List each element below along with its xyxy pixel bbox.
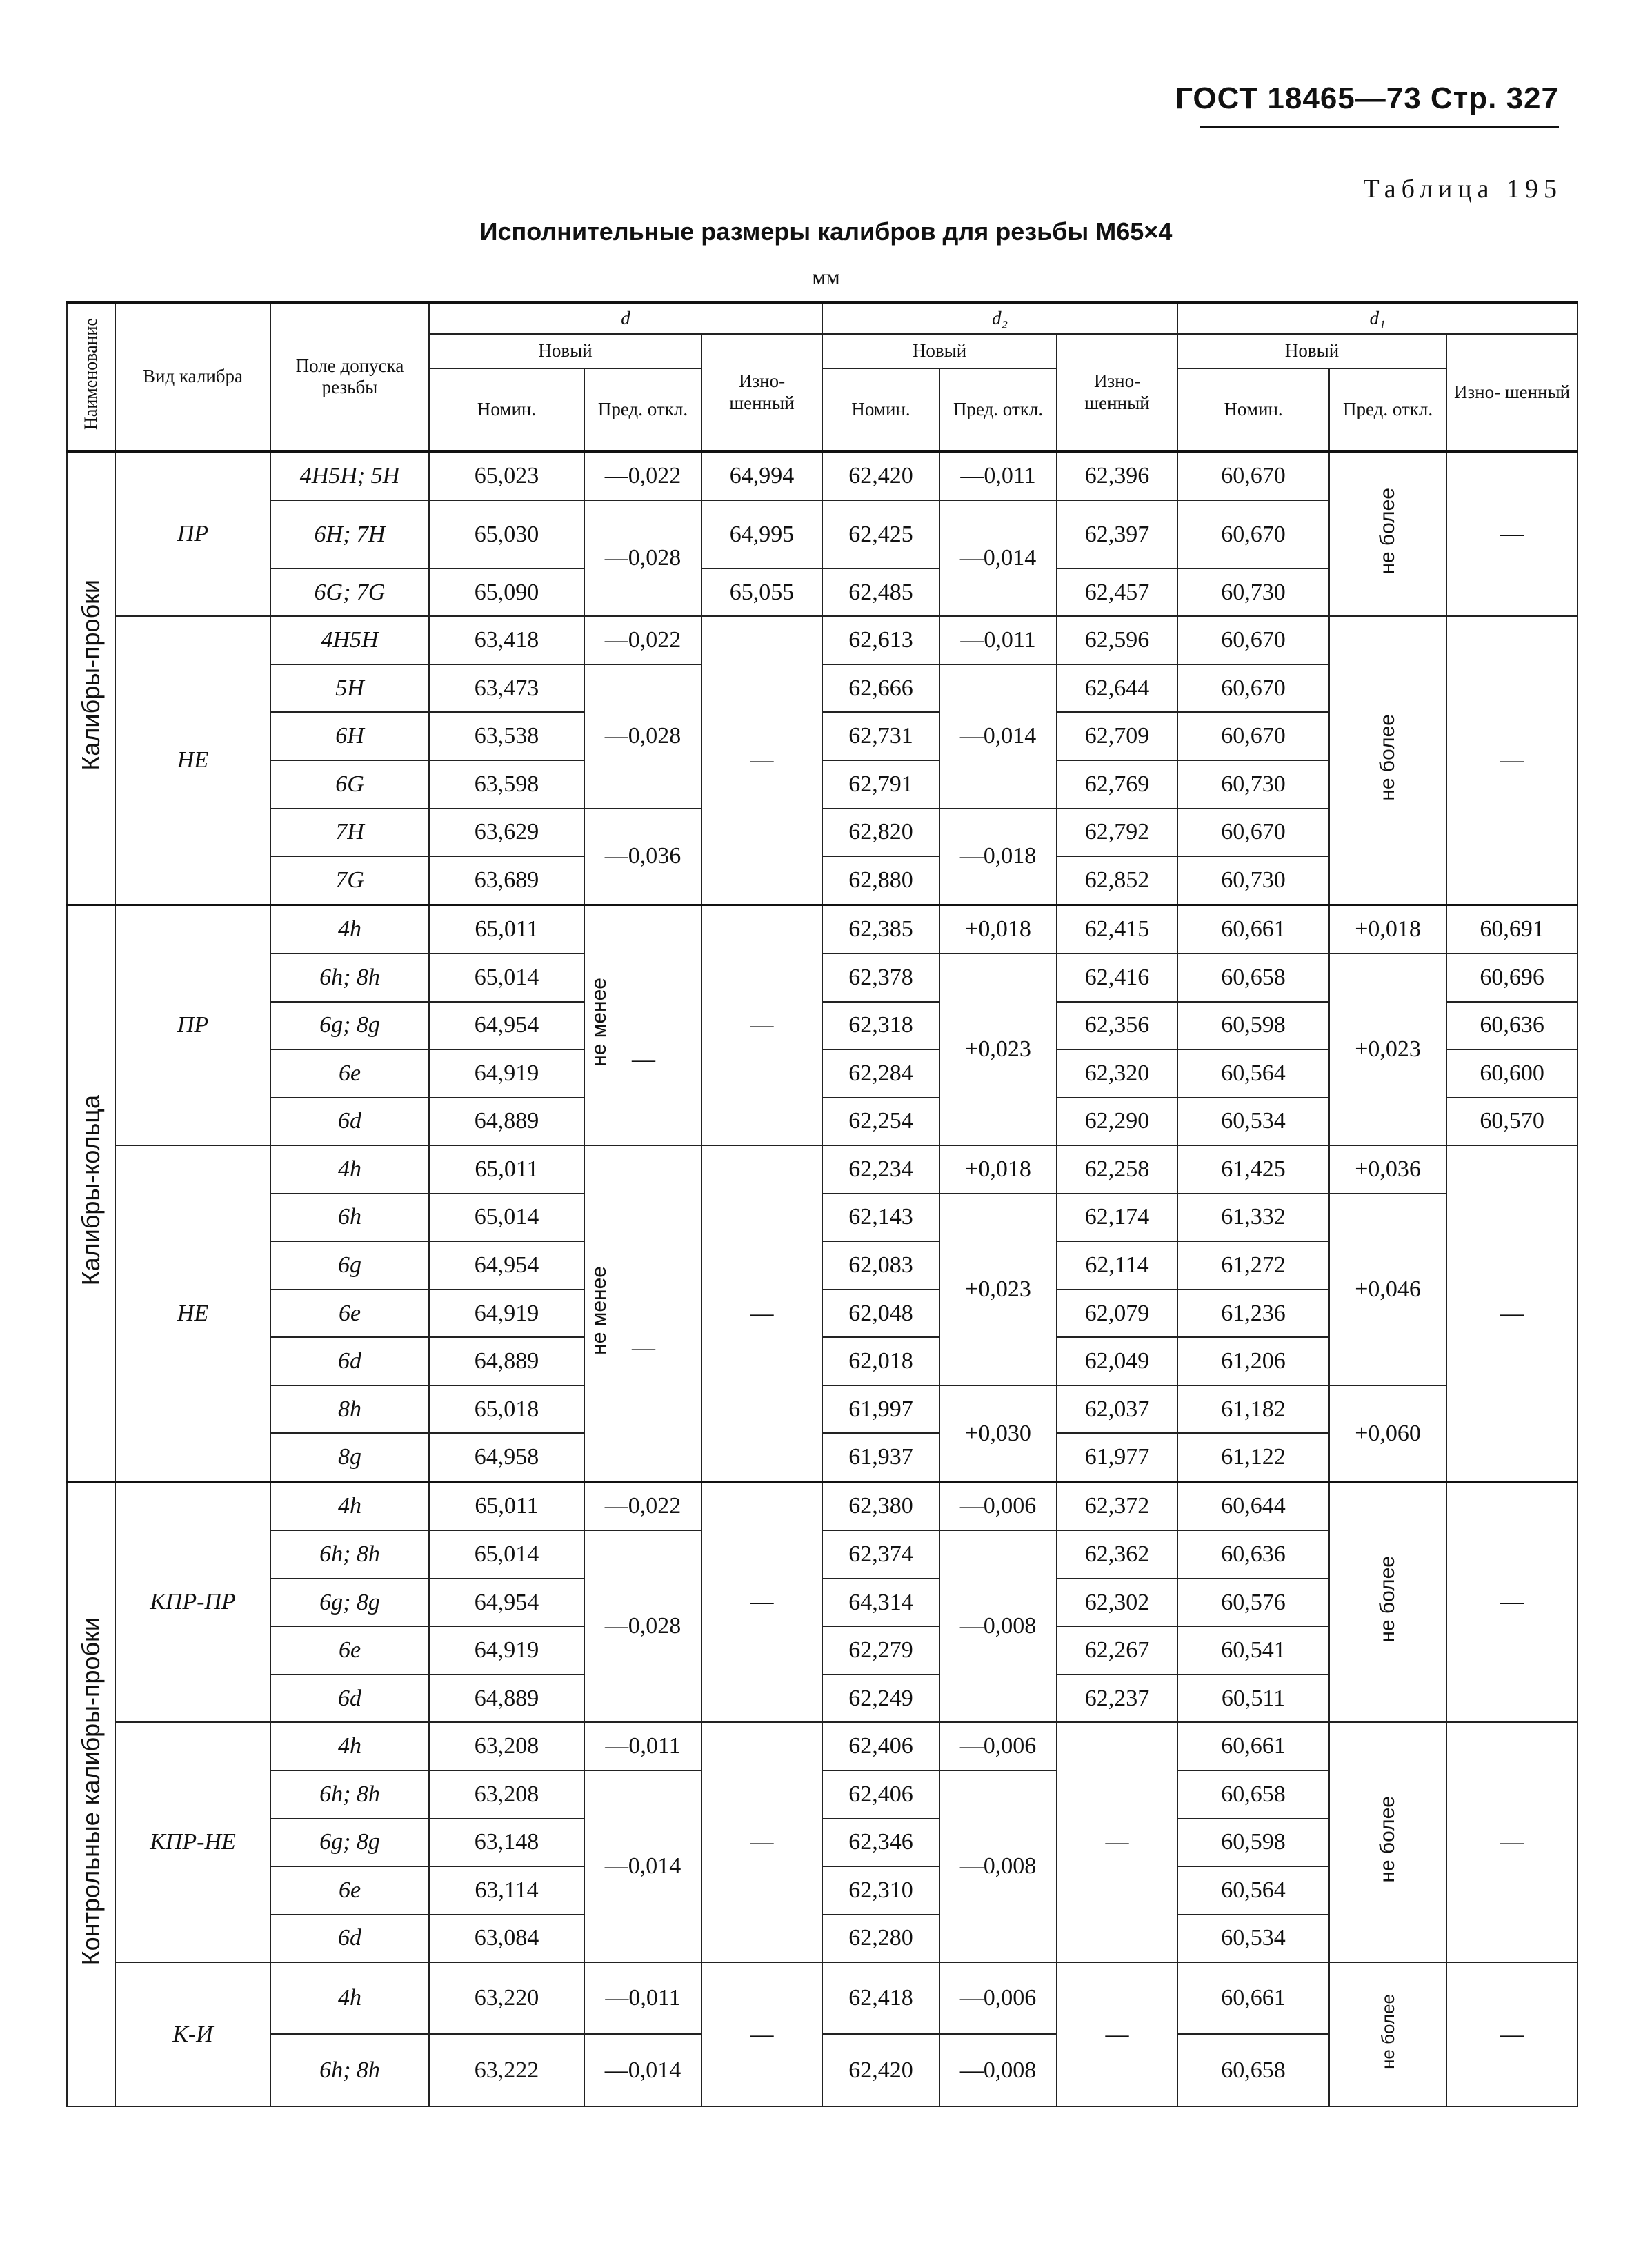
tolerance-cell: 8h [270,1385,429,1434]
category-plugs: Калибры-пробки [77,580,105,771]
d-deviation: —0,014 [584,1770,701,1962]
tolerance-cell: 6g; 8g [270,1579,429,1627]
tolerance-cell: 4h [270,905,429,954]
d1-deviation: +0,046 [1329,1194,1446,1385]
d-deviation: —0,028 [584,500,701,616]
table-row [67,1482,1578,1530]
d-nominal: 64,958 [429,1433,584,1481]
d-nominal: 65,011 [429,1145,584,1194]
d2-worn: 62,174 [1057,1194,1177,1242]
d2-nominal: 62,791 [822,760,939,809]
note-not-more: не более [1376,713,1400,801]
d2-deviation: +0,023 [939,1194,1057,1385]
tolerance-cell: 6e [270,1290,429,1338]
d1-nominal: 60,564 [1177,1866,1329,1915]
table-row [67,905,1578,954]
d2-worn: 62,362 [1057,1530,1177,1579]
d1-nominal: 61,272 [1177,1241,1329,1290]
d-nominal: 65,030 [429,500,584,569]
d2-deviation: +0,023 [939,954,1057,1145]
d1-nominal: 60,670 [1177,664,1329,713]
d-nominal: 64,954 [429,1579,584,1627]
d1-worn-empty: — [1446,1962,1578,2106]
d2-nominal: 62,048 [822,1290,939,1338]
d2-nominal: 62,346 [822,1819,939,1867]
d-worn-empty: — [701,1722,822,1962]
d-worn-empty: — [701,905,822,1146]
d-worn-empty: — [701,1482,822,1723]
d2-worn: 62,079 [1057,1290,1177,1338]
d2-worn: 62,396 [1057,451,1177,500]
table-number: Таблица 195 [1363,175,1562,204]
d2-nominal: 62,425 [822,500,939,569]
table-row [67,1145,1578,1194]
d2-worn: 62,114 [1057,1241,1177,1290]
d-worn: 65,055 [701,569,822,617]
d1-nominal: 60,576 [1177,1579,1329,1627]
d-nominal: 63,689 [429,856,584,905]
d-deviation: —0,014 [584,2034,701,2106]
category-cell [67,451,115,905]
d2-deviation: +0,030 [939,1385,1057,1482]
tolerance-cell: 6d [270,1337,429,1385]
d-deviation: —0,028 [584,664,701,809]
d-deviation-note [584,905,701,1146]
note-not-more: не более [1376,1795,1400,1883]
d1-nominal: 60,534 [1177,1098,1329,1146]
gauge-kind: КПР-НЕ [115,1722,270,1962]
col-d-header: d [429,302,822,334]
d2-nominal: 62,406 [822,1770,939,1819]
d1-nominal: 60,636 [1177,1530,1329,1579]
d1-new-header: Новый [1177,334,1446,368]
tolerance-cell: 4h [270,1722,429,1770]
d2-nominal: 62,420 [822,2034,939,2106]
d-nominal: 64,954 [429,1241,584,1290]
d-nominal: 65,011 [429,1482,584,1530]
tolerance-cell: 6h; 8h [270,1770,429,1819]
d-deviation-empty: — [632,1334,655,1361]
d1-nominal: 61,122 [1177,1433,1329,1481]
d1-nominal: 60,598 [1177,1002,1329,1050]
d1-nominal: 60,670 [1177,500,1329,569]
d2-worn: 62,644 [1057,664,1177,713]
tolerance-cell: 5H [270,664,429,713]
d-deviation: —0,022 [584,1482,701,1530]
d1-nominal: 60,658 [1177,1770,1329,1819]
d-nominal: 64,919 [429,1626,584,1675]
table-row [67,1194,1578,1242]
d2-worn: 62,320 [1057,1049,1177,1098]
tolerance-cell: 6e [270,1866,429,1915]
col-kind-header: Вид калибра [115,302,270,451]
d-nominal: 64,954 [429,1002,584,1050]
tolerance-cell: 6h [270,1194,429,1242]
d1-nominal: 60,534 [1177,1915,1329,1963]
d-nominal: 63,220 [429,1962,584,2034]
d2-nominal: 62,380 [822,1482,939,1530]
tolerance-cell: 6g; 8g [270,1819,429,1867]
table-row [67,1385,1578,1434]
d-nominal: 63,208 [429,1770,584,1819]
d-nominal: 65,014 [429,954,584,1002]
d-nominal: 65,018 [429,1385,584,1434]
d1-deviation: +0,060 [1329,1385,1446,1482]
gauge-kind: НЕ [115,616,270,905]
table-row [67,954,1578,1002]
d-worn-empty: — [701,1145,822,1482]
d2-deviation: —0,014 [939,664,1057,809]
d-nominal: 63,598 [429,760,584,809]
d2-worn: 62,792 [1057,809,1177,857]
d-nominal: 63,148 [429,1819,584,1867]
d1-nominal: 60,670 [1177,809,1329,857]
d-nominal: 63,222 [429,2034,584,2106]
d-nominal: 65,014 [429,1194,584,1242]
d1-worn: 60,636 [1446,1002,1578,1050]
d2-nominal: 62,234 [822,1145,939,1194]
d2-nominal: 62,284 [822,1049,939,1098]
d-nominal: 63,208 [429,1722,584,1770]
tolerance-cell: 4H5H [270,616,429,664]
tolerance-cell: 6H; 7H [270,500,429,569]
d-new-header: Новый [429,334,701,368]
d1-deviation-note [1329,1482,1446,1723]
d-nominal: 65,090 [429,569,584,617]
d-nominal: 64,889 [429,1675,584,1723]
d1-worn: 60,570 [1446,1098,1578,1146]
tolerance-cell: 6d [270,1098,429,1146]
d1-nominal: 60,661 [1177,905,1329,954]
tolerance-cell: 7H [270,809,429,857]
d2-worn: 62,397 [1057,500,1177,569]
d-deviation: —0,011 [584,1722,701,1770]
d-nominal: 64,889 [429,1337,584,1385]
d2-worn-empty: — [1057,1962,1177,2106]
d2-deviation: —0,008 [939,2034,1057,2106]
d1-worn: 60,696 [1446,954,1578,1002]
d2-deviation: —0,011 [939,451,1057,500]
d-worn-empty: — [701,616,822,905]
d1-worn-header: Изно- шенный [1446,334,1578,451]
gauge-kind: ПР [115,451,270,616]
table-row [67,616,1578,664]
d1-nominal: 60,730 [1177,760,1329,809]
d-deviation-note [584,1145,701,1482]
col-name-header [67,302,115,451]
d2-nominal: 62,385 [822,905,939,954]
d2-worn: 62,769 [1057,760,1177,809]
d2-nominal: 62,254 [822,1098,939,1146]
d1-nominal: 60,658 [1177,954,1329,1002]
category-cell [67,905,115,1482]
d2-nominal: 62,249 [822,1675,939,1723]
d2-worn: 62,372 [1057,1482,1177,1530]
d1-worn-empty: — [1446,1722,1578,1962]
d1-deviation-note [1329,451,1446,616]
d-deviation: —0,036 [584,809,701,905]
tolerance-cell: 4H5H; 5H [270,451,429,500]
d1-nominal: 60,598 [1177,1819,1329,1867]
d2-nominal: 62,420 [822,451,939,500]
d2-worn: 62,037 [1057,1385,1177,1434]
d1-deviation-note [1329,616,1446,905]
d-worn-header: Изно- шенный [701,334,822,451]
d1-nominal: 60,564 [1177,1049,1329,1098]
d2-new-header: Новый [822,334,1057,368]
d1-nominal: 60,644 [1177,1482,1329,1530]
d-deviation: —0,028 [584,1530,701,1722]
gauge-kind: КПР-ПР [115,1482,270,1723]
d1-nominal: 60,658 [1177,2034,1329,2106]
d2-worn: 62,596 [1057,616,1177,664]
d2-worn: 62,416 [1057,954,1177,1002]
d-nominal: 63,538 [429,712,584,760]
d1-worn-empty: — [1446,1145,1578,1482]
d2-nominal: 62,374 [822,1530,939,1579]
d1-deviation: +0,023 [1329,954,1446,1145]
tolerance-cell: 6g; 8g [270,1002,429,1050]
d2-nominal: 62,418 [822,1962,939,2034]
note-not-more: не более [1377,1993,1398,2069]
d2-worn: 61,977 [1057,1433,1177,1481]
d-deviation-empty: — [632,1047,655,1072]
d-worn: 64,995 [701,500,822,569]
d1-nominal: 60,670 [1177,712,1329,760]
d2-nominal: 61,997 [822,1385,939,1434]
d2-worn: 62,237 [1057,1675,1177,1723]
d1-nominal: 60,670 [1177,451,1329,500]
d2-nominal: 62,378 [822,954,939,1002]
col-name-label: Наименование [81,318,101,431]
tolerance-cell: 6h; 8h [270,1530,429,1579]
d-worn-empty: — [701,1962,822,2106]
d1-worn-empty: — [1446,616,1578,905]
d-nominal: 65,011 [429,905,584,954]
category-cell [67,1482,115,2106]
d1-nominal: 61,425 [1177,1145,1329,1194]
d1-deviation-header: Пред. откл. [1329,368,1446,451]
d2-deviation: —0,008 [939,1770,1057,1962]
d2-nominal: 62,310 [822,1866,939,1915]
d2-nominal: 62,280 [822,1915,939,1963]
d2-deviation: —0,008 [939,1530,1057,1722]
d2-worn: 62,258 [1057,1145,1177,1194]
d-nominal: 63,084 [429,1915,584,1963]
d2-worn: 62,457 [1057,569,1177,617]
note-not-more: не более [1376,1556,1400,1643]
d2-worn: 62,290 [1057,1098,1177,1146]
d2-worn-header: Изно- шенный [1057,334,1177,451]
d1-worn: 60,691 [1446,905,1578,954]
d1-nominal: 60,670 [1177,616,1329,664]
d1-nominal: 60,661 [1177,1722,1329,1770]
d-nominal: 65,014 [429,1530,584,1579]
tolerance-cell: 6G [270,760,429,809]
d-nominal: 63,114 [429,1866,584,1915]
tolerance-cell: 4h [270,1482,429,1530]
d1-deviation-note [1329,1722,1446,1962]
category-rings: Калибры-кольца [77,1094,105,1286]
note-not-less: не менее [588,1265,610,1355]
d1-nominal: 60,541 [1177,1626,1329,1675]
d2-nominal: 62,143 [822,1194,939,1242]
d2-worn: 62,415 [1057,905,1177,954]
d2-deviation: +0,018 [939,1145,1057,1194]
tolerance-cell: 4h [270,1145,429,1194]
d-nominal: 65,023 [429,451,584,500]
d1-nominal-header: Номин. [1177,368,1329,451]
d-nominal: 64,919 [429,1290,584,1338]
d-nominal: 63,629 [429,809,584,857]
d2-worn: 62,709 [1057,712,1177,760]
d1-deviation: +0,036 [1329,1145,1446,1194]
tolerance-cell: 8g [270,1433,429,1481]
d2-nominal: 62,083 [822,1241,939,1290]
d1-worn-empty: — [1446,1482,1578,1723]
d2-nominal: 62,613 [822,616,939,664]
tolerance-cell: 6e [270,1626,429,1675]
gauge-kind: ПР [115,905,270,1146]
d1-nominal: 60,730 [1177,569,1329,617]
d2-deviation: —0,018 [939,809,1057,905]
d2-deviation: —0,006 [939,1962,1057,2034]
d2-worn: 62,356 [1057,1002,1177,1050]
table-row [67,451,1578,500]
table-row [67,1722,1578,1770]
d1-deviation-note [1329,1962,1446,2106]
header-rule [1200,126,1559,128]
d1-nominal: 61,332 [1177,1194,1329,1242]
d1-deviation: +0,018 [1329,905,1446,954]
d1-nominal: 61,182 [1177,1385,1329,1434]
tolerance-cell: 6G; 7G [270,569,429,617]
d2-nominal: 61,937 [822,1433,939,1481]
d2-nominal: 62,318 [822,1002,939,1050]
d2-worn: 62,852 [1057,856,1177,905]
gauge-dimensions-table [66,301,1578,2107]
d2-deviation: +0,018 [939,905,1057,954]
d2-nominal-header: Номин. [822,368,939,451]
d-deviation: —0,022 [584,451,701,500]
d2-worn: 62,049 [1057,1337,1177,1385]
tolerance-cell: 7G [270,856,429,905]
d-deviation: —0,022 [584,616,701,664]
d2-nominal: 62,485 [822,569,939,617]
col-d1-header: d₁ [1177,302,1578,334]
d1-nominal: 60,730 [1177,856,1329,905]
gauge-kind: НЕ [115,1145,270,1482]
d1-worn-empty: — [1446,451,1578,616]
col-d2-header: d₂ [822,302,1177,334]
d2-nominal: 62,279 [822,1626,939,1675]
d-nominal: 63,473 [429,664,584,713]
d-nominal: 63,418 [429,616,584,664]
d-nominal-header: Номин. [429,368,584,451]
d-nominal: 64,919 [429,1049,584,1098]
d2-deviation: —0,014 [939,500,1057,616]
d2-deviation: —0,006 [939,1482,1057,1530]
tolerance-cell: 6g [270,1241,429,1290]
tolerance-cell: 6h; 8h [270,2034,429,2106]
d2-nominal: 62,731 [822,712,939,760]
table-caption: Исполнительные размеры калибров для резьбы М65×4 [479,217,1173,246]
note-not-less: не менее [588,978,610,1067]
d-nominal: 64,889 [429,1098,584,1146]
d2-worn-empty: — [1057,1722,1177,1962]
d2-nominal: 62,018 [822,1337,939,1385]
d1-nominal: 60,511 [1177,1675,1329,1723]
d2-worn: 62,302 [1057,1579,1177,1627]
tolerance-cell: 6d [270,1675,429,1723]
col-tolerance-header: Поле допуска резьбы [270,302,429,451]
d-worn: 64,994 [701,451,822,500]
d2-worn: 62,267 [1057,1626,1177,1675]
d2-nominal: 64,314 [822,1579,939,1627]
d1-nominal: 61,206 [1177,1337,1329,1385]
note-not-more: не более [1376,487,1400,575]
d2-nominal: 62,820 [822,809,939,857]
table-row [67,1962,1578,2034]
d-deviation-header: Пред. откл. [584,368,701,451]
tolerance-cell: 6H [270,712,429,760]
category-control-plugs: Контрольные калибры-пробки [77,1617,105,1966]
d2-nominal: 62,880 [822,856,939,905]
d1-nominal: 61,236 [1177,1290,1329,1338]
d2-deviation: —0,011 [939,616,1057,664]
d1-worn: 60,600 [1446,1049,1578,1098]
tolerance-cell: 6e [270,1049,429,1098]
d2-deviation: —0,006 [939,1722,1057,1770]
d2-nominal: 62,406 [822,1722,939,1770]
tolerance-cell: 4h [270,1962,429,2034]
d-deviation: —0,011 [584,1962,701,2034]
tolerance-cell: 6d [270,1915,429,1963]
d1-nominal: 60,661 [1177,1962,1329,2034]
gauge-kind: К-И [115,1962,270,2106]
units-label: мм [812,264,840,289]
d2-deviation-header: Пред. откл. [939,368,1057,451]
page-header: ГОСТ 18465—73 Стр. 327 [1175,81,1559,115]
d2-nominal: 62,666 [822,664,939,713]
tolerance-cell: 6h; 8h [270,954,429,1002]
